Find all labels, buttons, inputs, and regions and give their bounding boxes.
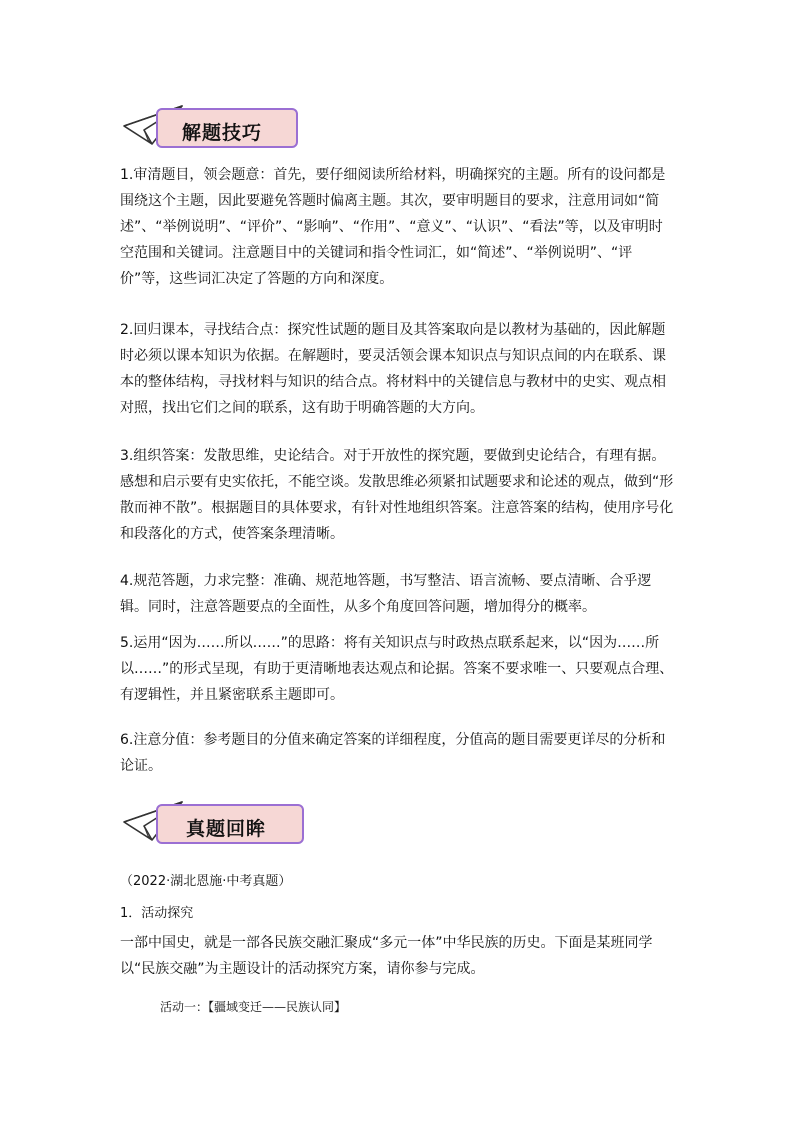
question-title: 1．活动探究: [120, 906, 194, 921]
header-box: [156, 108, 298, 148]
tip-paragraph-3: 3.组织答案：发散思维，史论结合。对于开放性的探究题，要做到史论结合，有理有据。感想和启示要有史实依托，不能空谈。发散思维必须紧扣试题要求和论述的观点，做到“形散而神不散”。根据题目的具体要求，有针对性地组织答案。注意答案的结构，使用序号化和段落化的方式，使答案条理清晰。: [120, 448, 674, 542]
tip-paragraph-6: 6.注意分值：参考题目的分值来确定答案的详细程度，分值高的题目需要更详尽的分析和论证。: [120, 732, 666, 774]
tip-paragraph-2: 2.回归课本，寻找结合点：探究性试题的题目及其答案取向是以教材为基础的，因此解题时必须以课本知识为依据。在解题时，要灵活领会课本知识点与知识点间的内在联系、课本的整体结构，寻找材料与知识的结合点。将材料中的关键信息与教材中的史实、观点相对照，找出它们之间的联系，这有助于明确答题的大方向。: [120, 322, 666, 416]
tip-paragraph-5: 5.运用“因为……所以……”的思路：将有关知识点与时政热点联系起来，以“因为……所以……”的形式呈现，有助于更清晰地表达观点和论据。答案不要求唯一、只要观点合理、有逻辑性，并且紧密联系主题即可。: [120, 635, 674, 703]
question-source: （2022·湖北恩施·中考真题）: [120, 874, 292, 889]
question-text: 一部中国史，就是一部各民族交融汇聚成“多元一体”中华民族的历史。下面是某班同学以“民族交融”为主题设计的活动探究方案，请你参与完成。: [120, 935, 653, 977]
tip-paragraph-1: 1.审清题目，领会题意：首先，要仔细阅读所给材料，明确探究的主题。所有的设问都是围绕这个主题，因此要避免答题时偏离主题。其次，要审明题目的要求，注意用词如“简述”、“举例说明”、“评价”、“影响”、“作用”、“意义”、“认识”、“看法”等，以及审明时空范围和关键词。注意题目中的关键词和指令性词汇，如“简述”、“举例说明”、“评价”等，这些词汇决定了答题的方向和深度。: [120, 167, 666, 287]
header-box: [156, 804, 304, 844]
tip-paragraph-4: 4.规范答题，力求完整：准确、规范地答题，书写整洁、语言流畅、要点清晰、合乎逻辑。同时，注意答题要点的全面性，从多个角度回答问题，增加得分的概率。: [120, 573, 652, 615]
section-title: 解题技巧: [182, 122, 263, 144]
activity-caption: 活动一：【疆域变迁——民族认同】: [160, 1000, 347, 1014]
section-title: 真题回眸: [186, 818, 267, 840]
